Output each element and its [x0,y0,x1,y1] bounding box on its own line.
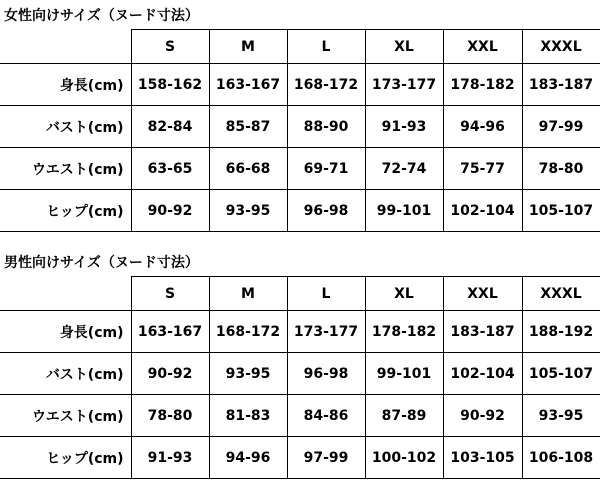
column-header-xxxl: XXXL [522,30,600,64]
cell-hip-xxxl: 106-108 [522,437,600,479]
cell-height-xxl: 178-182 [443,64,522,106]
cell-waist-xl: 72-74 [365,148,443,190]
womens-size-table [0,29,600,232]
cell-bust-xl: 99-101 [365,353,443,395]
cell-hip-xxl: 102-104 [443,190,522,232]
row-label-waist: ウエスト(cm) [0,395,131,437]
cell-height-xxxl: 188-192 [522,311,600,353]
cell-height-xxxl: 183-187 [522,64,600,106]
row-label-waist: ウエスト(cm) [0,148,131,190]
cell-waist-m: 81-83 [209,395,287,437]
table-row [0,64,600,106]
table-header-row [0,277,600,311]
womens-size-section [0,4,600,232]
row-label-height: 身長(cm) [0,311,131,353]
row-label-hip: ヒップ(cm) [0,190,131,232]
column-header-m: M [209,30,287,64]
cell-bust-xxl: 94-96 [443,106,522,148]
column-header-s: S [131,277,209,311]
cell-waist-m: 66-68 [209,148,287,190]
cell-waist-xxl: 90-92 [443,395,522,437]
cell-bust-s: 82-84 [131,106,209,148]
cell-hip-xxxl: 105-107 [522,190,600,232]
cell-bust-xxl: 102-104 [443,353,522,395]
cell-hip-xxl: 103-105 [443,437,522,479]
row-label-hip: ヒップ(cm) [0,437,131,479]
cell-height-m: 168-172 [209,311,287,353]
cell-bust-s: 90-92 [131,353,209,395]
cell-waist-xxxl: 78-80 [522,148,600,190]
cell-waist-l: 69-71 [287,148,365,190]
column-header-s: S [131,30,209,64]
cell-height-xl: 178-182 [365,311,443,353]
column-header-xxl: XXL [443,277,522,311]
mens-section-title: 男性向けサイズ（ヌード寸法） [4,255,199,271]
cell-height-s: 163-167 [131,311,209,353]
cell-hip-l: 96-98 [287,190,365,232]
cell-hip-s: 90-92 [131,190,209,232]
cell-waist-s: 63-65 [131,148,209,190]
table-row [0,311,600,353]
cell-hip-l: 97-99 [287,437,365,479]
row-label-height: 身長(cm) [0,64,131,106]
cell-height-l: 173-177 [287,311,365,353]
column-header-xxxl: XXXL [522,277,600,311]
table-row [0,437,600,479]
cell-bust-m: 85-87 [209,106,287,148]
womens-section-title: 女性向けサイズ（ヌード寸法） [4,8,199,24]
mens-size-table [0,276,600,479]
row-label-bust: バスト(cm) [0,353,131,395]
table-header-row [0,30,600,64]
cell-hip-xl: 99-101 [365,190,443,232]
mens-size-section [0,251,600,479]
column-header-l: L [287,30,365,64]
cell-height-m: 163-167 [209,64,287,106]
cell-bust-l: 88-90 [287,106,365,148]
cell-hip-m: 93-95 [209,190,287,232]
table-row [0,190,600,232]
column-header-xl: XL [365,277,443,311]
cell-height-xxl: 183-187 [443,311,522,353]
column-header-xl: XL [365,30,443,64]
cell-hip-s: 91-93 [131,437,209,479]
column-header-l: L [287,277,365,311]
cell-height-s: 158-162 [131,64,209,106]
row-label-bust: バスト(cm) [0,106,131,148]
column-header-xxl: XXL [443,30,522,64]
table-row [0,353,600,395]
section-divider [0,232,600,251]
table-row [0,106,600,148]
table-row [0,148,600,190]
cell-height-l: 168-172 [287,64,365,106]
column-header-m: M [209,277,287,311]
cell-waist-s: 78-80 [131,395,209,437]
cell-waist-l: 84-86 [287,395,365,437]
cell-hip-m: 94-96 [209,437,287,479]
cell-bust-m: 93-95 [209,353,287,395]
table-row [0,395,600,437]
cell-waist-xxxl: 93-95 [522,395,600,437]
cell-bust-xxxl: 105-107 [522,353,600,395]
cell-bust-xl: 91-93 [365,106,443,148]
corner-cell [0,30,131,64]
cell-height-xl: 173-177 [365,64,443,106]
cell-waist-xxl: 75-77 [443,148,522,190]
cell-bust-xxxl: 97-99 [522,106,600,148]
cell-waist-xl: 87-89 [365,395,443,437]
cell-hip-xl: 100-102 [365,437,443,479]
corner-cell [0,277,131,311]
cell-bust-l: 96-98 [287,353,365,395]
